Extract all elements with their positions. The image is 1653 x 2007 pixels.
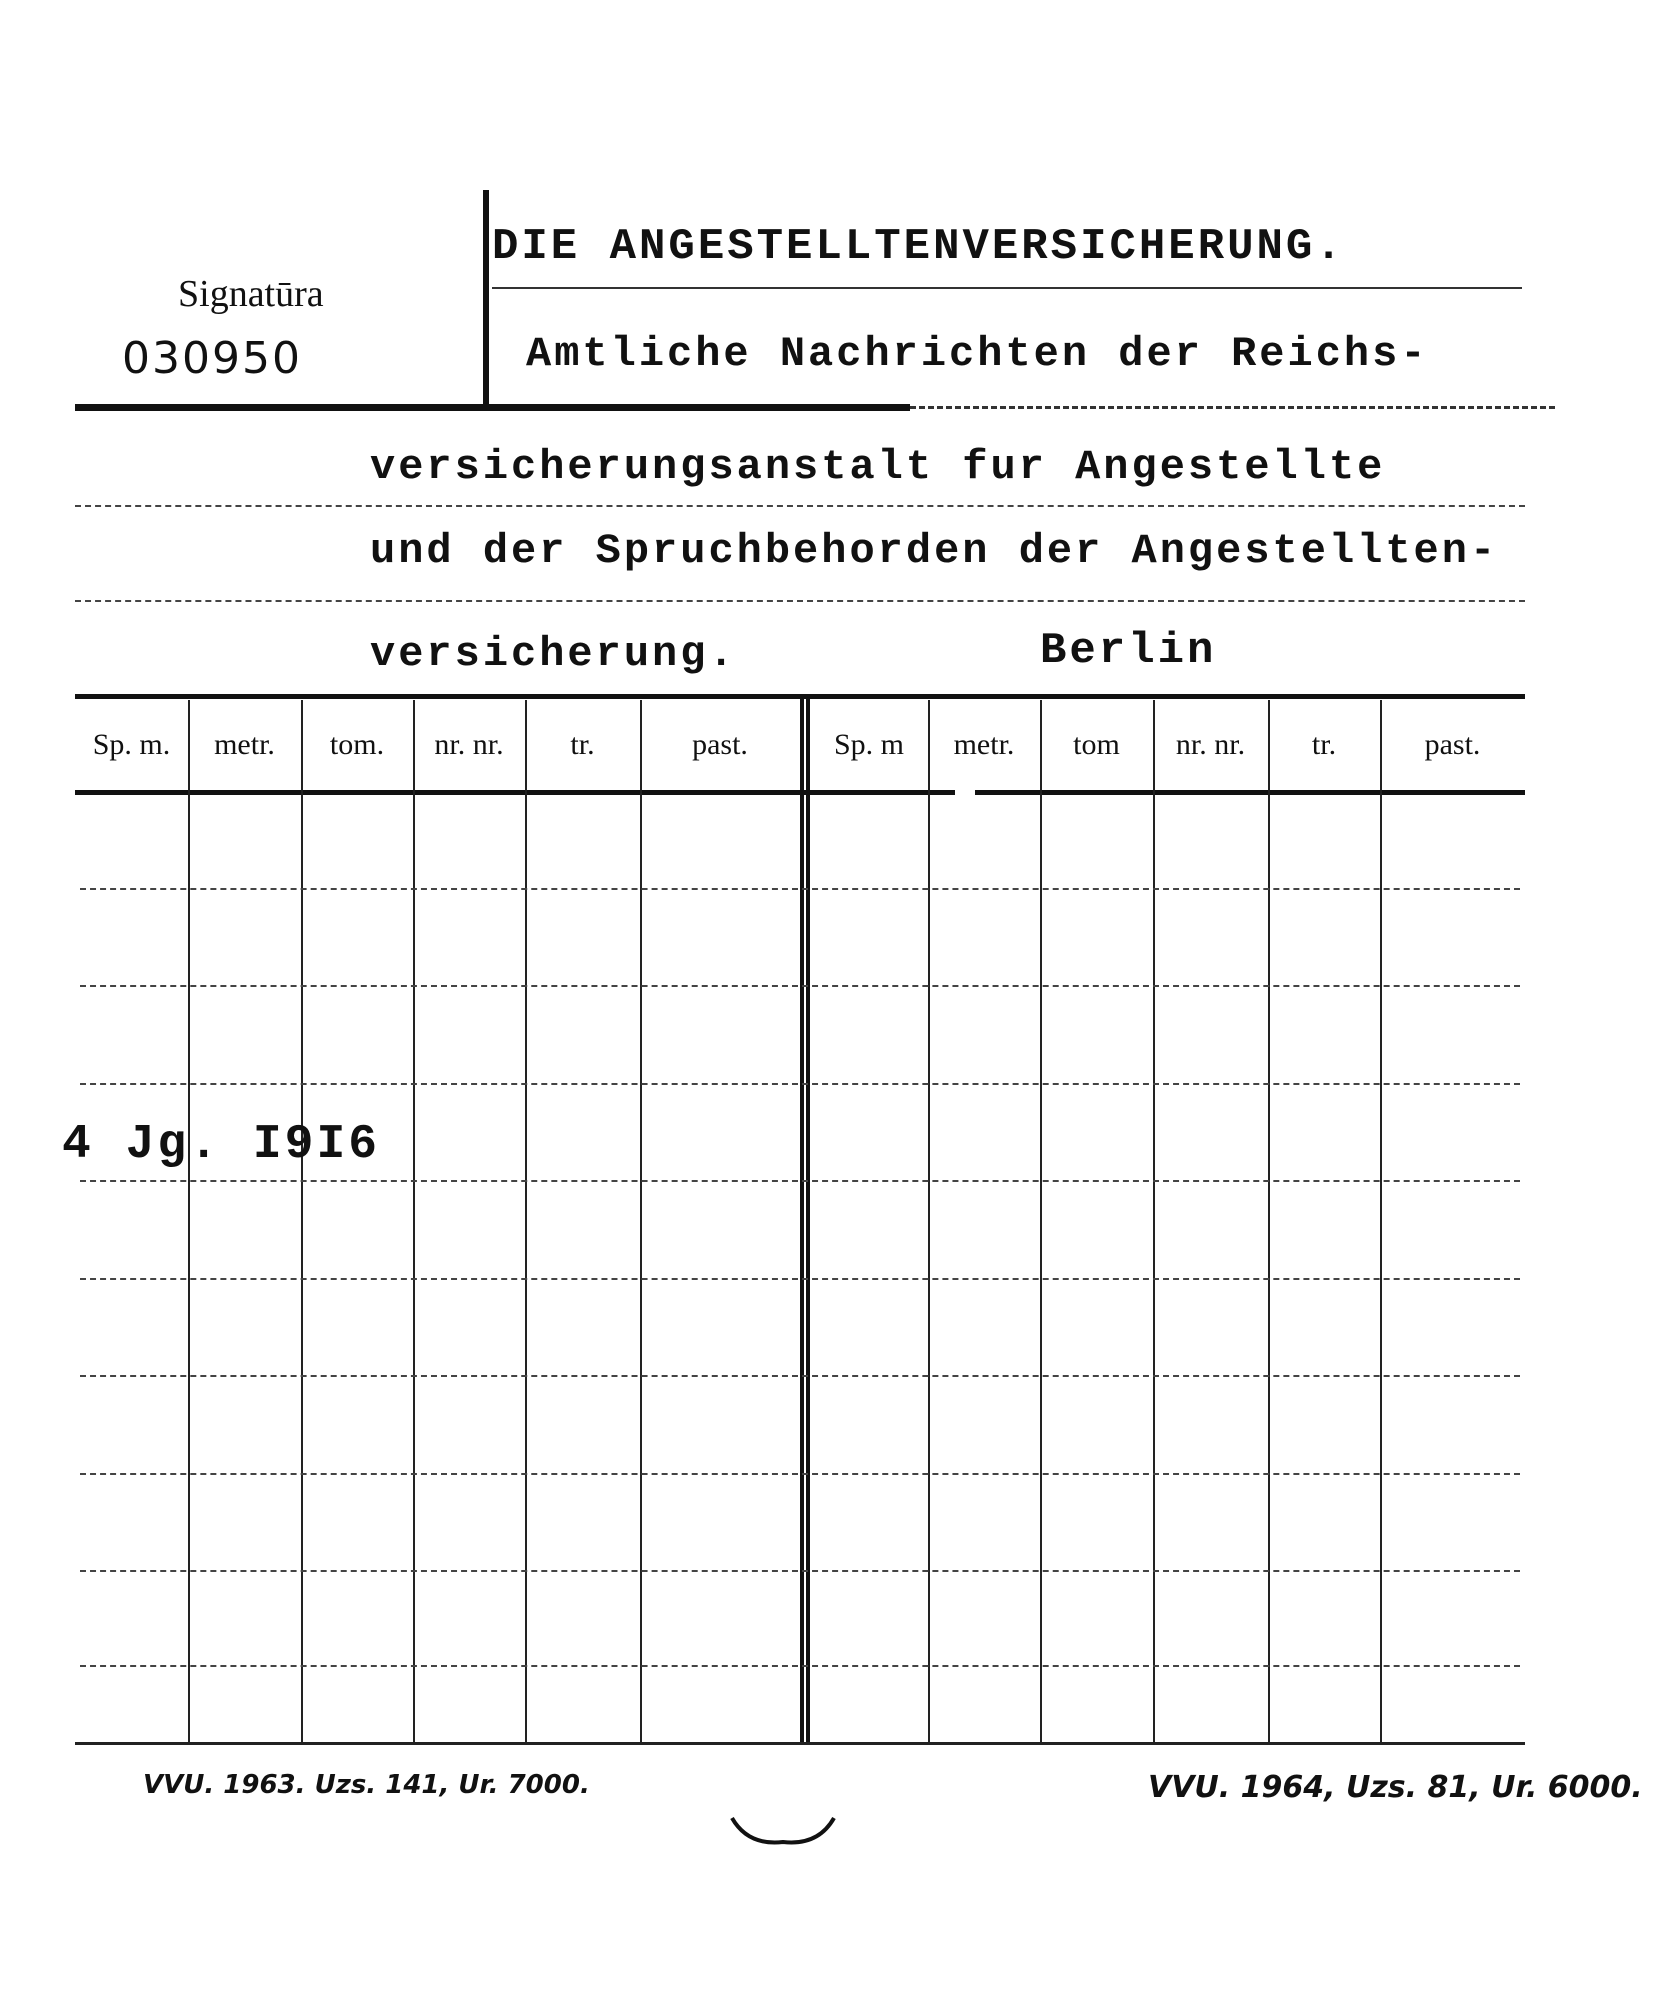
column-header: Sp. m bbox=[833, 728, 905, 761]
table-row-line bbox=[80, 888, 1520, 890]
header-underline bbox=[75, 404, 910, 411]
header-row-line bbox=[75, 790, 955, 795]
column-header: nr. nr. bbox=[434, 728, 504, 761]
title-line-3: versicherungsanstalt fur Angestellte bbox=[370, 443, 1386, 491]
rule-line bbox=[75, 600, 1525, 602]
table-row-line bbox=[80, 1180, 1520, 1182]
column-line bbox=[301, 700, 303, 1742]
column-line bbox=[1380, 700, 1382, 1742]
brace-mark bbox=[728, 1812, 838, 1852]
header-row-line bbox=[975, 790, 1525, 795]
column-line bbox=[928, 700, 930, 1742]
column-header: past. bbox=[692, 728, 748, 761]
column-line bbox=[188, 700, 190, 1742]
column-line bbox=[640, 700, 642, 1742]
signature-label: Signatūra bbox=[178, 273, 324, 315]
table-row-line bbox=[80, 1375, 1520, 1377]
column-header: past. bbox=[1424, 728, 1481, 761]
column-line bbox=[525, 700, 527, 1742]
volume-entry: 4 Jg. I9I6 bbox=[62, 1118, 381, 1172]
place-of-publication: Berlin bbox=[1040, 626, 1217, 676]
column-header: metr. bbox=[953, 728, 1015, 761]
column-line bbox=[1040, 700, 1042, 1742]
table-row-line bbox=[80, 1570, 1520, 1572]
table-row-line bbox=[80, 1665, 1520, 1667]
table-center-divider bbox=[800, 694, 810, 1742]
table-row-line bbox=[80, 985, 1520, 987]
title-line-4: und der Spruchbehorden der Angestellten- bbox=[370, 527, 1499, 575]
title-line-1: DIE ANGESTELLTENVERSICHERUNG. bbox=[492, 222, 1345, 272]
column-line bbox=[413, 700, 415, 1742]
signature-number: 030950 bbox=[122, 333, 302, 384]
column-header: metr. bbox=[214, 728, 275, 761]
title-line-2: Amtliche Nachrichten der Reichs- bbox=[526, 330, 1429, 378]
column-header: Sp. m. bbox=[92, 728, 171, 761]
table-row-line bbox=[80, 1278, 1520, 1280]
rule-line bbox=[75, 505, 1525, 507]
header-underline-dashed bbox=[910, 406, 1555, 409]
rule-line bbox=[492, 287, 1522, 289]
table-row-line bbox=[80, 1473, 1520, 1475]
note-right: VVU. 1964, Uzs. 81, Ur. 6000. bbox=[1148, 1770, 1643, 1805]
table-row-line bbox=[80, 1083, 1520, 1085]
table-bottom-border bbox=[75, 1742, 1525, 1745]
column-line bbox=[1153, 700, 1155, 1742]
column-line bbox=[1268, 700, 1270, 1742]
note-left: VVU. 1963. Uzs. 141, Ur. 7000. bbox=[143, 1770, 590, 1800]
header-divider bbox=[483, 190, 489, 405]
column-header: tom. bbox=[329, 728, 385, 761]
column-header: tr. bbox=[1311, 728, 1337, 761]
column-header: nr. nr. bbox=[1175, 728, 1246, 761]
column-header: tom bbox=[1073, 728, 1120, 761]
title-line-5: versicherung. bbox=[370, 630, 737, 678]
column-header: tr. bbox=[570, 728, 595, 761]
